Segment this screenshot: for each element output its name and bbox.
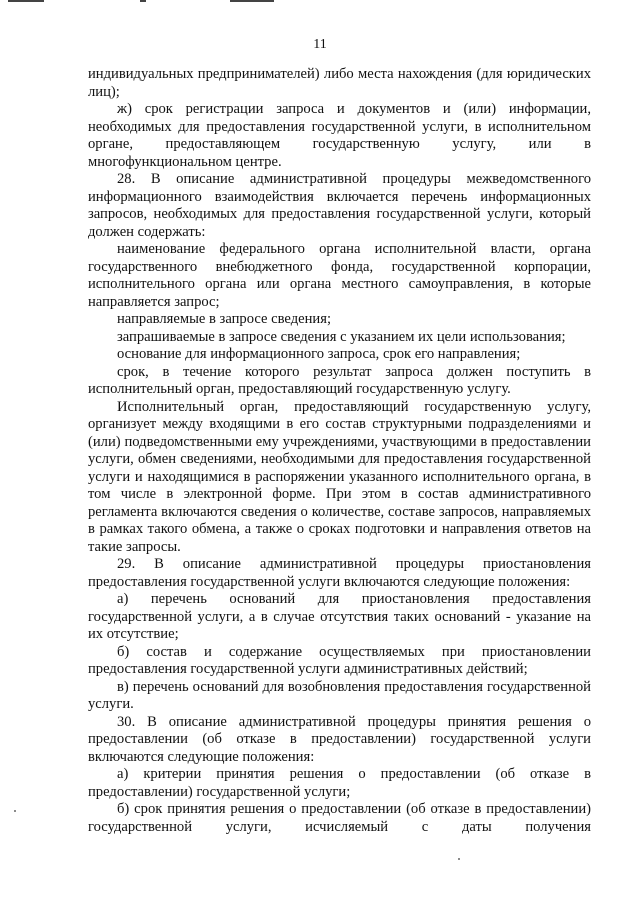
paragraph: Исполнительный орган, предоставляющий государственную услугу, организует между входящими в его состав структурными подразделениями и (или) подведомственными ему учреждениями, участвующими в предоставлении услуги, обмен сведениями, необходимыми для предоставления государственной услуги и находящимися в распоряжении указанного исполнительного органа, в том числе в электронной форме. При этом в состав административного регламента включаются сведения о количестве, составе запросов, направляемых в рамках такого обмена, а также о сроках подготовки и направления ответов на такие запросы. — [88, 398, 591, 555]
page-number: 11 — [313, 37, 327, 52]
paragraph: в) перечень оснований для возобновления предоставления государственной услуги. — [88, 678, 591, 712]
paragraph: а) критерии принятия решения о предоставлении (об отказе в предоставлении) государственной услуги; — [88, 766, 591, 800]
paragraph: запрашиваемые в запросе сведения с указанием их цели использования; — [117, 328, 566, 345]
paragraph: 30. В описание административной процедуры принятия решения о предоставлении (об отказе в предоставлении) государственной услуги включаются следующие положения: — [88, 713, 591, 765]
paragraph: б) состав и содержание осуществляемых при приостановлении предоставления государственной услуги административных действий; — [88, 643, 591, 677]
paragraph: б) срок принятия решения о предоставлении (об отказе в предоставлении) государственной услуги, исчисляемый с даты получения — [88, 801, 591, 835]
scan-edge-mark-left — [8, 0, 44, 2]
scan-speck — [14, 810, 16, 812]
paragraph: а) перечень оснований для приостановления предоставления государственной услуги, а в случае отсутствия таких оснований - указание на их отсутствие; — [88, 591, 591, 642]
paragraph: направляемые в запросе сведения; — [117, 311, 332, 327]
paragraph: индивидуальных предпринимателей) либо места нахождения (для юридических лиц); — [88, 66, 591, 100]
scan-edge-mark-center — [140, 0, 146, 2]
paragraph: срок, в течение которого результат запроса должен поступить в исполнительный орган, предоставляющий государственную услугу. — [88, 363, 591, 397]
scan-edge-mark-right — [230, 0, 274, 2]
paragraph: основание для информационного запроса, срок его направления; — [117, 346, 521, 362]
document-body — [88, 66, 591, 836]
paragraph: ж) срок регистрации запроса и документов и (или) информации, необходимых для предоставления государственной услуги, в исполнительном органе, предоставляющем государственную услугу, или в многофункциональном центре. — [88, 101, 591, 170]
paragraph: 29. В описание административной процедуры приостановления предоставления государственной услуги включаются следующие положения: — [88, 556, 591, 590]
scan-speck — [458, 858, 460, 860]
paragraph: наименование федерального органа исполнительной власти, органа государственного внебюджетного фонда, государственной корпорации, исполнительного органа или органа местного самоуправления, в которые направляется запрос; — [88, 241, 591, 310]
paragraph: 28. В описание административной процедуры межведомственного информационного взаимодействия включается перечень информационных запросов, необходимых для предоставления государственной услуги, который должен содержать: — [88, 171, 591, 240]
